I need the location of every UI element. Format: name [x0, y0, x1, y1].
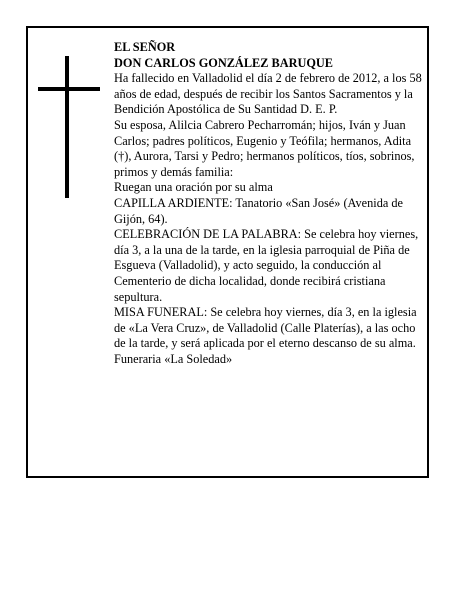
notice-text [114, 40, 426, 367]
family-list: Su esposa, Alilcia Cabrero Pecharromán; hijos, Iván y Juan Carlos; padres políticos, Eugenio y Teófila; hermanos, Adita (†), Aurora, Tarsi y Pedro; hermanos políticos, tíos, sobrinos, primos y demás familia: [114, 117, 415, 179]
cross-horizontal-bar [38, 87, 100, 91]
cross-icon [38, 56, 100, 198]
deceased-name: DON CARLOS GONZÁLEZ BARUQUE [114, 55, 333, 70]
celebration-info: CELEBRACIÓN DE LA PALABRA: Se celebra hoy viernes, día 3, a la una de la tarde, en la iglesia parroquial de Piña de Esgueva (Valladolid), y acto seguido, la conducción al Cementerio de dicha localidad, donde recibirá cristiana sepultura. [114, 227, 419, 304]
funeral-mass-info: MISA FUNERAL: Se celebra hoy viernes, día 3, en la iglesia de «La Vera Cruz», de Valladolid (Calle Platerías), a las ocho de la tarde, y será aplicada por el eterno descanso de su alma. [114, 305, 417, 351]
title-line-1: EL SEÑOR [114, 40, 176, 54]
death-announcement: Ha fallecido en Valladolid el día 2 de febrero de 2012, a los 58 años de edad, después de recibir los Santos Sacramentos y la Bendición Apostólica de Su Santidad D. E. P. [114, 71, 422, 117]
prayer-request: Ruegan una oración por su alma [114, 180, 273, 195]
obituary-notice [26, 26, 429, 478]
funeral-home: Funeraria «La Soledad» [114, 351, 233, 366]
cross-vertical-bar [65, 56, 69, 198]
chapel-info: CAPILLA ARDIENTE: Tanatorio «San José» (Avenida de Gijón, 64). [114, 195, 403, 226]
